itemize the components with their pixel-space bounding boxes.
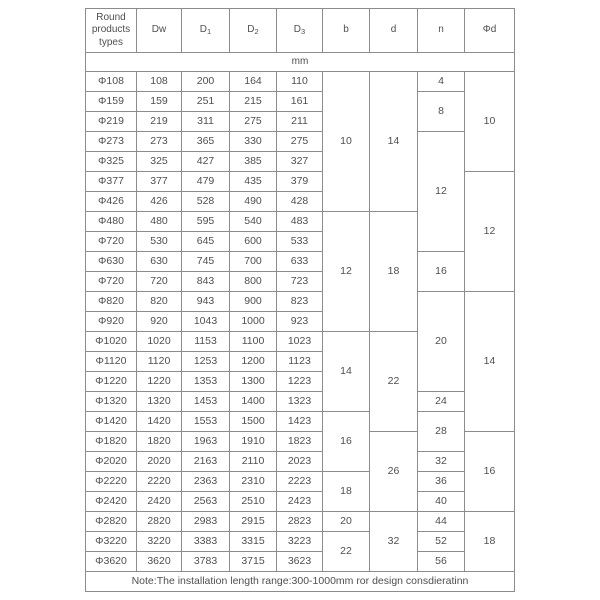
table-row — [86, 412, 515, 432]
value-cell: 1153 — [182, 332, 230, 352]
value-cell: 1023 — [277, 332, 323, 352]
value-cell: 311 — [182, 112, 230, 132]
value-cell: 275 — [277, 132, 323, 152]
value-cell: 159 — [137, 92, 182, 112]
merged-value-cell-b: 22 — [323, 532, 370, 572]
column-header-d2-base: D — [247, 24, 255, 36]
value-cell: 327 — [277, 152, 323, 172]
product-type-cell: Φ820 — [86, 292, 137, 312]
value-cell: 2023 — [277, 452, 323, 472]
value-cell: 211 — [277, 112, 323, 132]
value-cell: 164 — [230, 72, 277, 92]
value-cell: 1100 — [230, 332, 277, 352]
value-cell: 600 — [230, 232, 277, 252]
value-cell: 1353 — [182, 372, 230, 392]
value-cell: 379 — [277, 172, 323, 192]
value-cell: 1323 — [277, 392, 323, 412]
value-cell: 3220 — [137, 532, 182, 552]
merged-value-cell-d: 14 — [370, 72, 418, 212]
merged-value-cell-n: 8 — [418, 92, 465, 132]
value-cell: 108 — [137, 72, 182, 92]
table-row — [86, 452, 515, 472]
value-cell: 723 — [277, 272, 323, 292]
value-cell: 645 — [182, 232, 230, 252]
product-type-cell: Φ480 — [86, 212, 137, 232]
value-cell: 3783 — [182, 552, 230, 572]
merged-value-cell-n: 44 — [418, 512, 465, 532]
product-type-cell: Φ273 — [86, 132, 137, 152]
value-cell: 161 — [277, 92, 323, 112]
product-type-cell: Φ1120 — [86, 352, 137, 372]
value-cell: 1120 — [137, 352, 182, 372]
merged-value-cell-phi_d: 10 — [465, 72, 515, 172]
merged-value-cell-d: 32 — [370, 512, 418, 572]
product-type-cell: Φ630 — [86, 252, 137, 272]
value-cell: 533 — [277, 232, 323, 252]
value-cell: 325 — [137, 152, 182, 172]
merged-value-cell-phi_d: 12 — [465, 172, 515, 292]
value-cell: 900 — [230, 292, 277, 312]
table-row — [86, 252, 515, 272]
value-cell: 1320 — [137, 392, 182, 412]
value-cell: 2823 — [277, 512, 323, 532]
value-cell: 2110 — [230, 452, 277, 472]
value-cell: 595 — [182, 212, 230, 232]
value-cell: 3383 — [182, 532, 230, 552]
product-type-cell: Φ3220 — [86, 532, 137, 552]
value-cell: 1043 — [182, 312, 230, 332]
column-header-d1-base: D — [199, 24, 208, 36]
product-type-cell: Φ1020 — [86, 332, 137, 352]
merged-value-cell-d: 26 — [370, 432, 418, 512]
value-cell: 2510 — [230, 492, 277, 512]
merged-value-cell-b: 12 — [323, 212, 370, 332]
value-cell: 273 — [137, 132, 182, 152]
product-type-cell: Φ159 — [86, 92, 137, 112]
value-cell: 2563 — [182, 492, 230, 512]
value-cell: 1123 — [277, 352, 323, 372]
merged-value-cell-d: 22 — [370, 332, 418, 432]
value-cell: 365 — [182, 132, 230, 152]
unit-label: mm — [86, 53, 515, 72]
merged-value-cell-phi_d: 18 — [465, 512, 515, 572]
merged-value-cell-b: 20 — [323, 512, 370, 532]
product-type-cell: Φ426 — [86, 192, 137, 212]
value-cell: 2915 — [230, 512, 277, 532]
value-cell: 2020 — [137, 452, 182, 472]
product-type-cell: Φ1320 — [86, 392, 137, 412]
product-type-cell: Φ1420 — [86, 412, 137, 432]
product-type-cell: Φ1820 — [86, 432, 137, 452]
value-cell: 3223 — [277, 532, 323, 552]
value-cell: 200 — [182, 72, 230, 92]
value-cell: 435 — [230, 172, 277, 192]
header-row — [86, 9, 515, 53]
value-cell: 1000 — [230, 312, 277, 332]
merged-value-cell-phi_d: 16 — [465, 432, 515, 512]
column-header-phi-d: Φd — [465, 9, 515, 53]
value-cell: 1400 — [230, 392, 277, 412]
value-cell: 3620 — [137, 552, 182, 572]
value-cell: 1420 — [137, 412, 182, 432]
table-row — [86, 292, 515, 312]
value-cell: 923 — [277, 312, 323, 332]
value-cell: 1500 — [230, 412, 277, 432]
value-cell: 1823 — [277, 432, 323, 452]
value-cell: 2983 — [182, 512, 230, 532]
value-cell: 540 — [230, 212, 277, 232]
value-cell: 1253 — [182, 352, 230, 372]
value-cell: 1020 — [137, 332, 182, 352]
value-cell: 823 — [277, 292, 323, 312]
value-cell: 800 — [230, 272, 277, 292]
table-row — [86, 552, 515, 572]
value-cell: 275 — [230, 112, 277, 132]
value-cell: 700 — [230, 252, 277, 272]
table-row — [86, 132, 515, 152]
value-cell: 483 — [277, 212, 323, 232]
value-cell: 3315 — [230, 532, 277, 552]
merged-value-cell-d: 18 — [370, 212, 418, 332]
note-row — [86, 572, 515, 592]
column-header-d1 — [182, 9, 230, 53]
value-cell: 2423 — [277, 492, 323, 512]
value-cell: 2163 — [182, 452, 230, 472]
merged-value-cell-n: 56 — [418, 552, 465, 572]
value-cell: 2310 — [230, 472, 277, 492]
value-cell: 215 — [230, 92, 277, 112]
value-cell: 428 — [277, 192, 323, 212]
column-header-dw: Dw — [137, 9, 182, 53]
value-cell: 330 — [230, 132, 277, 152]
value-cell: 385 — [230, 152, 277, 172]
merged-value-cell-b: 14 — [323, 332, 370, 412]
product-type-cell: Φ219 — [86, 112, 137, 132]
column-header-n: n — [418, 9, 465, 53]
product-type-cell: Φ2220 — [86, 472, 137, 492]
merged-value-cell-n: 20 — [418, 292, 465, 392]
value-cell: 3623 — [277, 552, 323, 572]
value-cell: 1200 — [230, 352, 277, 372]
value-cell: 377 — [137, 172, 182, 192]
table-row — [86, 72, 515, 92]
product-type-cell: Φ108 — [86, 72, 137, 92]
value-cell: 1820 — [137, 432, 182, 452]
product-type-cell: Φ720 — [86, 232, 137, 252]
value-cell: 1220 — [137, 372, 182, 392]
value-cell: 528 — [182, 192, 230, 212]
product-type-cell: Φ1220 — [86, 372, 137, 392]
column-header-d3-subscript: 3 — [301, 27, 306, 37]
merged-value-cell-n: 28 — [418, 412, 465, 452]
value-cell: 720 — [137, 272, 182, 292]
merged-value-cell-b: 16 — [323, 412, 370, 472]
column-header-round-products-types: Round products types — [86, 9, 137, 53]
column-header-d2 — [230, 9, 277, 53]
spec-table-body — [86, 72, 515, 572]
value-cell: 745 — [182, 252, 230, 272]
product-type-cell: Φ2020 — [86, 452, 137, 472]
merged-value-cell-n: 4 — [418, 72, 465, 92]
value-cell: 426 — [137, 192, 182, 212]
table-row — [86, 472, 515, 492]
column-header-d3 — [277, 9, 323, 53]
product-type-cell: Φ377 — [86, 172, 137, 192]
value-cell: 1223 — [277, 372, 323, 392]
value-cell: 427 — [182, 152, 230, 172]
merged-value-cell-phi_d: 14 — [465, 292, 515, 432]
value-cell: 1910 — [230, 432, 277, 452]
merged-value-cell-n: 36 — [418, 472, 465, 492]
value-cell: 1423 — [277, 412, 323, 432]
value-cell: 820 — [137, 292, 182, 312]
value-cell: 490 — [230, 192, 277, 212]
product-type-cell: Φ720 — [86, 272, 137, 292]
column-header-d3-base: D — [293, 24, 302, 36]
table-row — [86, 512, 515, 532]
value-cell: 251 — [182, 92, 230, 112]
column-header-b: b — [323, 9, 370, 53]
column-header-d1-subscript: 1 — [207, 27, 212, 37]
value-cell: 920 — [137, 312, 182, 332]
spec-table — [85, 8, 515, 592]
value-cell: 479 — [182, 172, 230, 192]
product-type-cell: Φ920 — [86, 312, 137, 332]
merged-value-cell-n: 40 — [418, 492, 465, 512]
table-row — [86, 392, 515, 412]
value-cell: 530 — [137, 232, 182, 252]
value-cell: 2220 — [137, 472, 182, 492]
column-header-d: d — [370, 9, 418, 53]
value-cell: 480 — [137, 212, 182, 232]
table-row — [86, 532, 515, 552]
value-cell: 1963 — [182, 432, 230, 452]
product-type-cell: Φ3620 — [86, 552, 137, 572]
merged-value-cell-n: 12 — [418, 132, 465, 252]
value-cell: 2820 — [137, 512, 182, 532]
value-cell: 633 — [277, 252, 323, 272]
value-cell: 2363 — [182, 472, 230, 492]
value-cell: 1553 — [182, 412, 230, 432]
note-text: Note:The installation length range:300-1000mm ror design consdieratinn — [86, 572, 515, 592]
merged-value-cell-b: 10 — [323, 72, 370, 212]
value-cell: 2420 — [137, 492, 182, 512]
merged-value-cell-n: 32 — [418, 452, 465, 472]
value-cell: 219 — [137, 112, 182, 132]
merged-value-cell-b: 18 — [323, 472, 370, 512]
value-cell: 110 — [277, 72, 323, 92]
table-row — [86, 92, 515, 112]
value-cell: 1300 — [230, 372, 277, 392]
table-row — [86, 492, 515, 512]
value-cell: 1453 — [182, 392, 230, 412]
merged-value-cell-n: 24 — [418, 392, 465, 412]
unit-row — [86, 53, 515, 72]
column-header-d2-subscript: 2 — [254, 27, 259, 37]
value-cell: 3715 — [230, 552, 277, 572]
product-type-cell: Φ2420 — [86, 492, 137, 512]
product-type-cell: Φ325 — [86, 152, 137, 172]
value-cell: 2223 — [277, 472, 323, 492]
product-type-cell: Φ2820 — [86, 512, 137, 532]
value-cell: 630 — [137, 252, 182, 272]
merged-value-cell-n: 16 — [418, 252, 465, 292]
value-cell: 943 — [182, 292, 230, 312]
value-cell: 843 — [182, 272, 230, 292]
merged-value-cell-n: 52 — [418, 532, 465, 552]
